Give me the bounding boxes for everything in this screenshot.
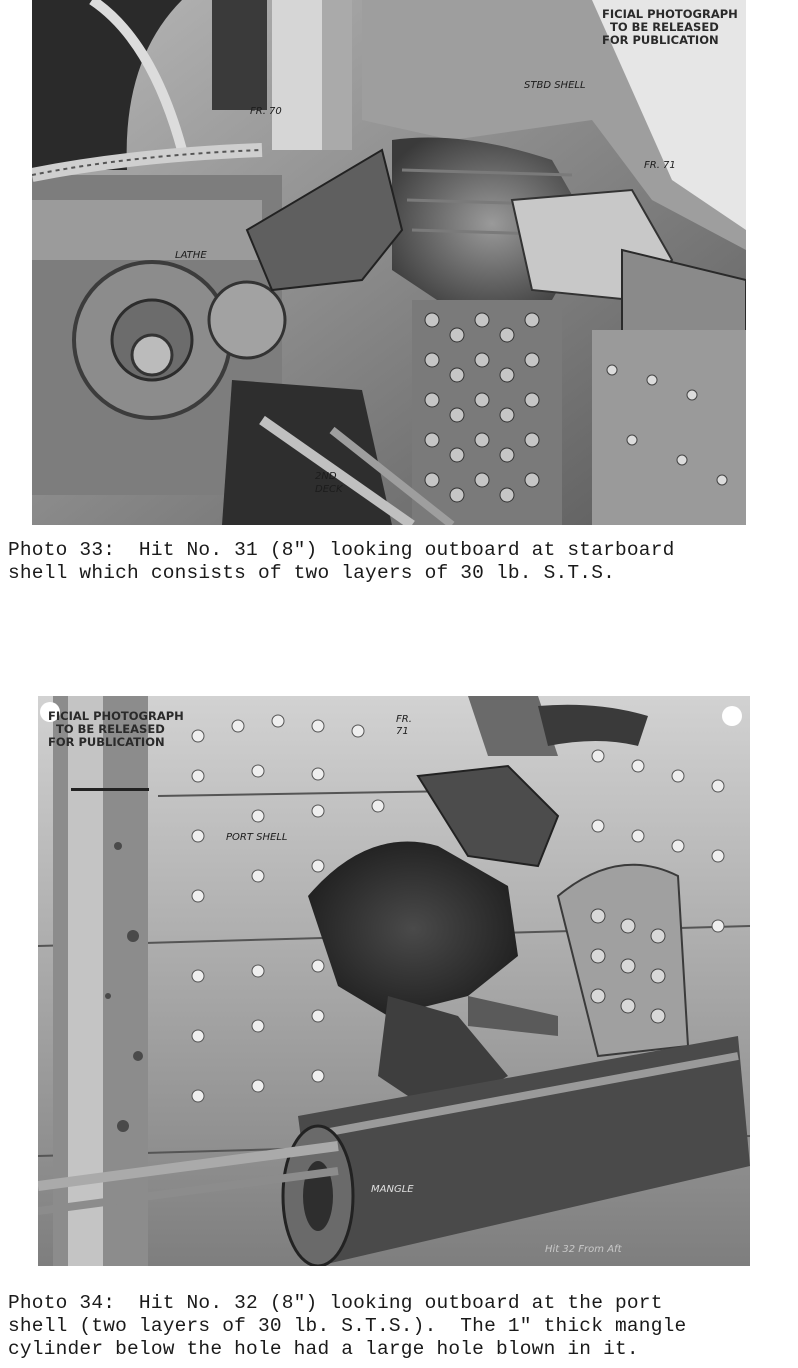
photo-34-caption: Photo 34: Hit No. 32 (8") looking outboard at the port shell (two layers of 30 lb. S.T.S.). The 1" thick mangle cylinder below the hole had a large hole blown in it. [8, 1292, 687, 1360]
photo-33-release-stamp: FICIAL PHOTOGRAPH TO BE RELEASED FOR PUBLICATION [602, 7, 738, 47]
photo-33-label-fr71: FR. 71 [644, 160, 676, 171]
photo-33-label-fr70: FR. 70 [250, 106, 282, 117]
photo-33-caption: Photo 33: Hit No. 31 (8") looking outboard at starboard shell which consists of two layers of 30 lb. S.T.S. [8, 539, 675, 584]
photo-34-image [38, 696, 750, 1266]
photo-34-label-port-shell: PORT SHELL [226, 832, 288, 843]
photo-33-image [32, 0, 746, 525]
photo-33-label-stbd-shell: STBD SHELL [524, 80, 586, 91]
photo-34-label-fr71: FR. 71 [396, 714, 412, 737]
photo-33 [32, 0, 746, 525]
photo-34-label-mangle: MANGLE [371, 1184, 414, 1195]
photo-33-label-2nd-deck: 2ND DECK [315, 471, 343, 495]
photo-34-corner-note: Hit 32 From Aft [545, 1244, 622, 1255]
photo-34 [38, 696, 750, 1266]
photo-34-strikeout [71, 788, 149, 791]
photo-34-release-stamp: FICIAL PHOTOGRAPH TO BE RELEASED FOR PUBLICATION [48, 709, 184, 749]
photo-33-label-lathe: LATHE [175, 250, 207, 261]
